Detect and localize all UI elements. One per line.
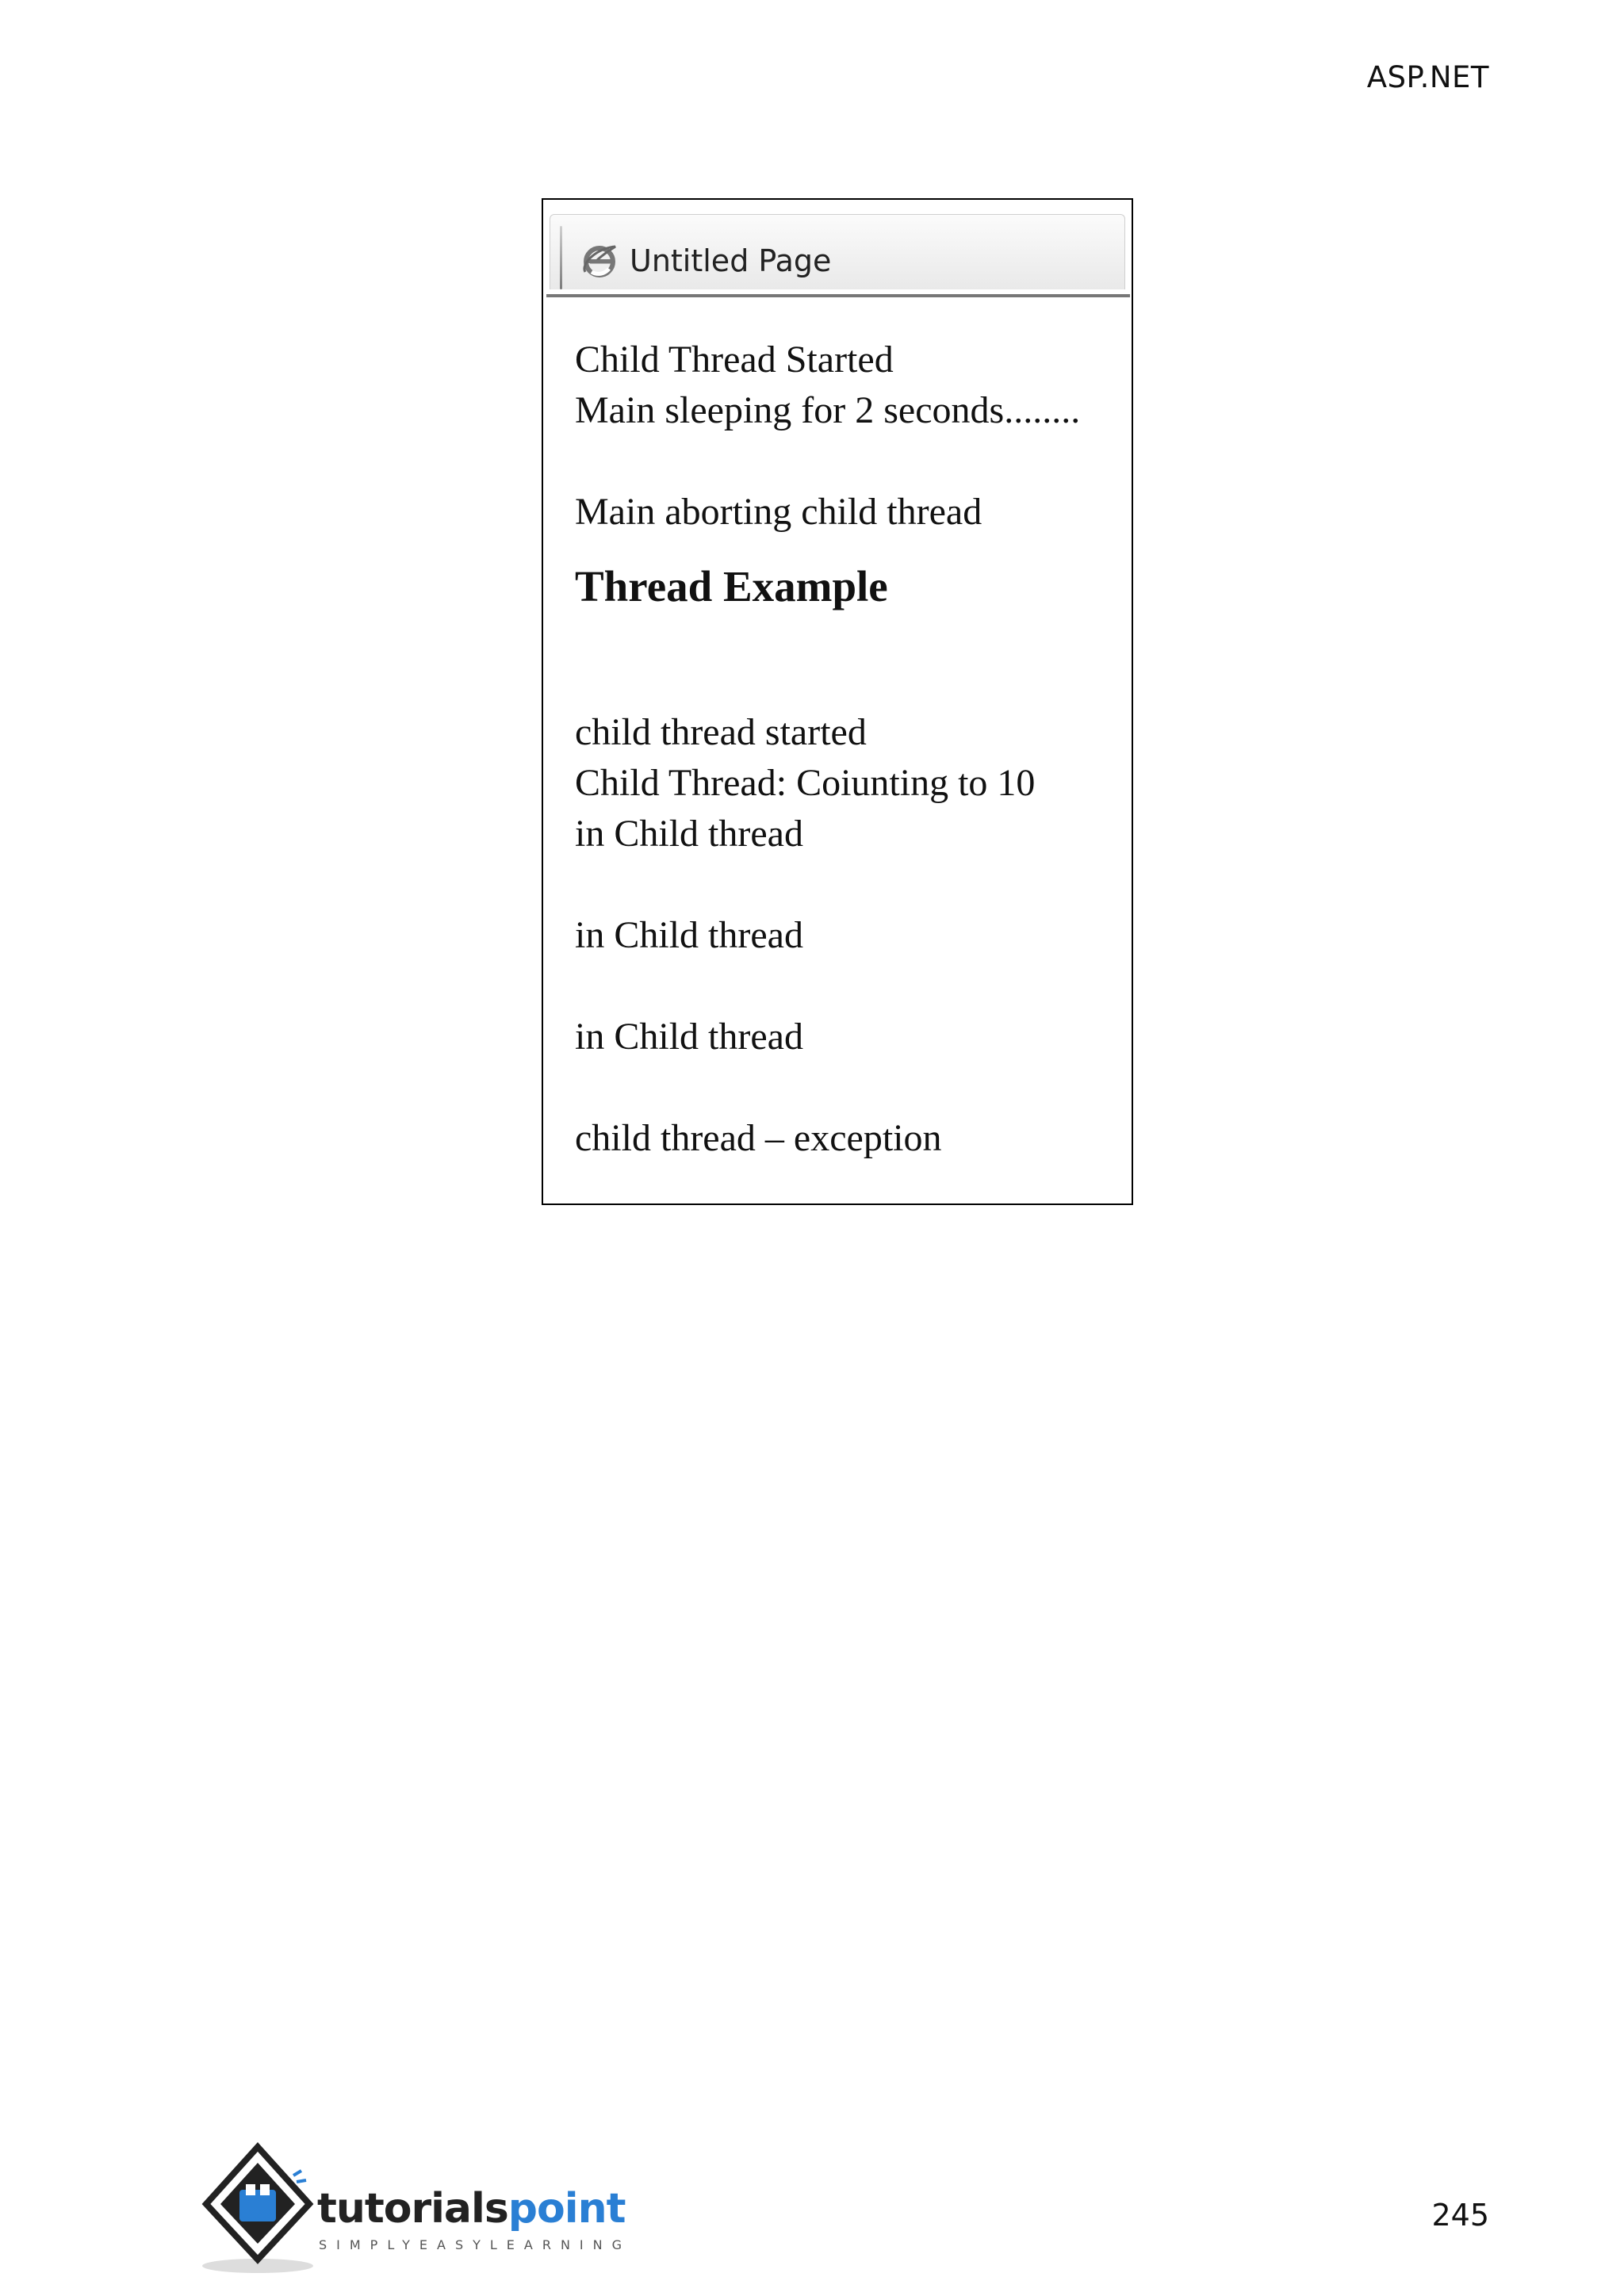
browser-tab[interactable]: [550, 214, 1125, 289]
logo-wordmark: [317, 2185, 625, 2233]
output-line: Main aborting child thread: [575, 491, 982, 533]
output-line: child thread started: [575, 711, 867, 753]
output-line: in Child thread: [575, 914, 803, 956]
output-line: in Child thread: [575, 813, 803, 855]
line-break: [575, 859, 1124, 910]
page-content: [575, 335, 1124, 1164]
tab-divider: [546, 294, 1130, 297]
browser-screenshot: [542, 198, 1133, 1205]
tab-title: Untitled Page: [630, 243, 832, 278]
internet-explorer-icon: [579, 240, 620, 281]
page-heading: Thread Example: [575, 562, 888, 610]
document-header-title: ASP.NET: [1366, 60, 1489, 94]
line-break: [575, 436, 1124, 487]
output-line: Main sleeping for 2 seconds........: [575, 389, 1081, 431]
tab-edge: [560, 226, 562, 289]
output-line: Child Thread Started: [575, 339, 894, 381]
logo-diamond-icon: [198, 2141, 317, 2275]
page-number: 245: [1431, 2198, 1489, 2233]
logo-text-blue: point: [508, 2185, 626, 2233]
output-line: in Child thread: [575, 1016, 803, 1058]
output-line: child thread – exception: [575, 1117, 942, 1159]
line-break: [575, 961, 1124, 1012]
logo-tagline: SIMPLYEASYLEARNING: [319, 2237, 632, 2252]
tutorialspoint-logo: [198, 2141, 632, 2275]
output-line: Child Thread: Coiunting to 10: [575, 762, 1036, 804]
logo-text-dark: tutorials: [317, 2185, 508, 2233]
line-break: [575, 1062, 1124, 1113]
